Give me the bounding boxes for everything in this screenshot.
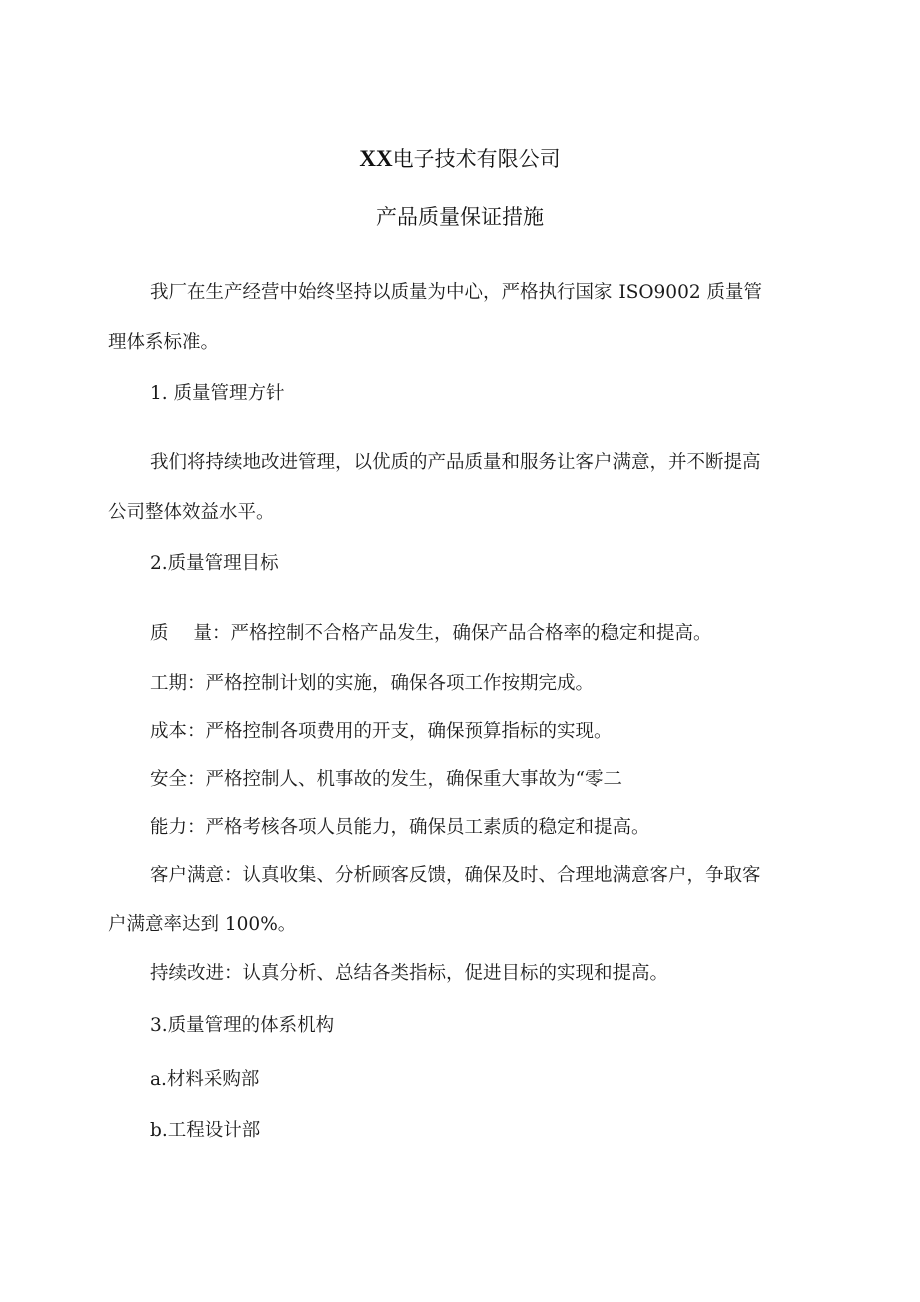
department-a: a.材料采购部 (150, 1069, 260, 1090)
goal-customer-line-2: 户满意率达到 100%。 (108, 914, 297, 935)
intro-paragraph-line-1: 我厂在生产经营中始终坚持以质量为中心，严格执行国家 ISO9002 质量管 (150, 282, 762, 303)
goal-quality-label (150, 621, 212, 647)
goal-cost: 成本：严格控制各项费用的开支，确保预算指标的实现。 (150, 721, 613, 742)
company-title (0, 143, 920, 173)
goal-quality-text: ：严格控制不合格产品发生，确保产品合格率的稳定和提高。 (212, 623, 712, 644)
policy-paragraph-line-2: 公司整体效益水平。 (108, 502, 275, 523)
goal-schedule: 工期：严格控制计划的实施，确保各项工作按期完成。 (150, 673, 595, 694)
document-title: 产品质量保证措施 (376, 205, 544, 229)
goal-quality (150, 621, 712, 647)
policy-paragraph-line-1: 我们将持续地改进管理，以优质的产品质量和服务让客户满意，并不断提高 (150, 452, 761, 473)
goal-quality-label-char-1: 质 (150, 623, 169, 644)
intro-paragraph-line-2: 理体系标准。 (108, 332, 220, 353)
goal-safety: 安全：严格控制人、机事故的发生，确保重大事故为“零二 (150, 769, 622, 790)
goal-quality-label-char-2: 量 (193, 623, 212, 644)
company-prefix: XX (359, 146, 393, 171)
section-2-heading: 2.质量管理目标 (150, 553, 279, 574)
goal-customer-line-1: 客户满意：认真收集、分析顾客反馈，确保及时、合理地满意客户，争取客 (150, 865, 761, 886)
section-1-heading: 1. 质量管理方针 (150, 383, 285, 404)
company-name: 电子技术有限公司 (392, 147, 561, 171)
goal-continuous-improvement: 持续改进：认真分析、总结各类指标，促进目标的实现和提高。 (150, 963, 669, 984)
goal-ability: 能力：严格考核各项人员能力，确保员工素质的稳定和提高。 (150, 817, 650, 838)
department-b: b.工程设计部 (150, 1120, 261, 1141)
section-3-heading: 3.质量管理的体系机构 (150, 1015, 335, 1036)
